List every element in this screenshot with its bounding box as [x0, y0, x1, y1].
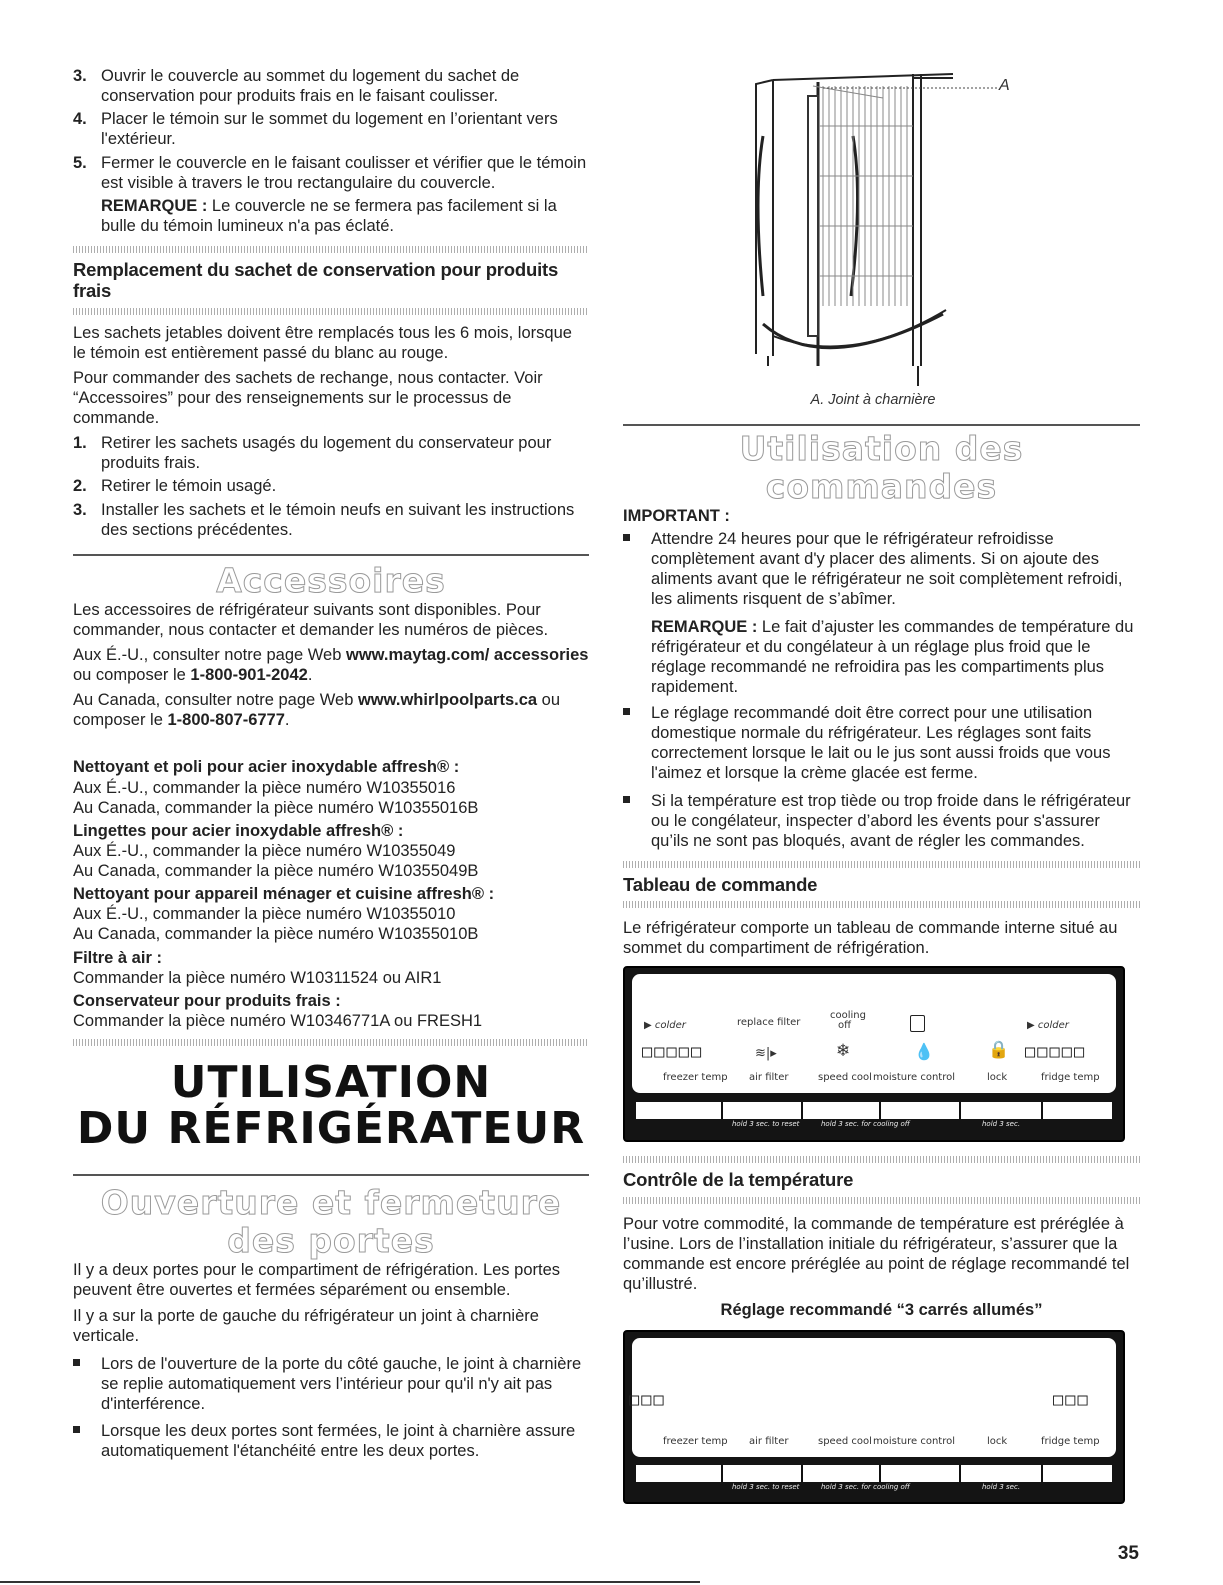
doors-paragraph: Il y a deux portes pour le compartiment de réfrigération. Les portes peuvent être ouvertes et fermées séparément ou ensemble. — [73, 1261, 560, 1300]
replacement-paragraph: Pour commander des sachets de rechange, nous contacter. Voir “Accessoires” pour des renseignements sur le processus de commande. — [73, 368, 543, 428]
page-number: 35 — [1117, 1543, 1139, 1564]
refrigerator-figure — [623, 66, 1140, 408]
lock-label: lock — [987, 1436, 1008, 1448]
fridge-temp-squares: □□□□□ — [1025, 1042, 1087, 1063]
product-part-numbers — [73, 778, 589, 818]
freezer-temp-squares: □□□ — [629, 1390, 666, 1411]
bar-divider — [721, 1465, 723, 1482]
ca-web-link[interactable]: www.whirlpoolparts.ca — [357, 691, 538, 710]
accessories-canada: Au Canada, consulter notre page Web www.whirlpoolparts.ca ou composer le 1-800-807-6777. — [73, 691, 560, 730]
step-item — [73, 109, 589, 149]
remark: REMARQUE : Le couvercle ne se fermera pas facilement si la bulle du témoin lumineux n'a pas éclaté. — [101, 196, 557, 235]
lock-label: lock — [987, 1072, 1008, 1084]
main-title: UTILISATION DU RÉFRIGÉRATEUR — [76, 1057, 586, 1155]
important-label: IMPORTANT : — [623, 506, 730, 525]
us-web-link[interactable]: www.maytag.com/ accessories — [346, 645, 589, 664]
controls-heading: Utilisation des commandes — [739, 429, 1024, 506]
cooling-label: cooling — [830, 1010, 866, 1022]
product-title: Filtre à air : — [73, 948, 162, 967]
product-part-numbers — [73, 841, 589, 881]
refrigerator-hinge-illustration — [623, 66, 1140, 396]
fridge-temp-label: fridge temp — [1041, 1072, 1100, 1084]
step-number: 3. — [73, 67, 87, 85]
bullet-item: Attendre 24 heures pour que le réfrigérateur refroidisse complètement avant d'y placer des aliments. Si on ajoute des aliments avant que le réfrigérateur ne soit complètement refroidi, les aliments risquent de s’abîmer. — [623, 529, 1140, 610]
bullet-square-icon — [73, 1421, 101, 1461]
moisture-control-label: moisture control — [873, 1072, 955, 1084]
filter-indicator-icon — [910, 1015, 925, 1032]
lock-icon[interactable]: 🔒 — [988, 1040, 1010, 1061]
replacement-steps — [73, 433, 589, 540]
bar-divider — [879, 1102, 881, 1119]
part-number-line: Commander la pièce numéro W10311524 ou AIR1 — [73, 968, 442, 987]
colder-right-label: ▶ colder — [1027, 1020, 1069, 1032]
figure-caption: A. Joint à charnière — [810, 392, 936, 408]
snowflake-icon[interactable]: ❄ — [836, 1041, 851, 1062]
step-number: 2. — [73, 477, 87, 496]
product-title: Nettoyant pour appareil ménager et cuisine affresh® : — [73, 885, 495, 904]
accessories-us: Aux É.-U., consulter notre page Web www.maytag.com/ accessories ou composer le 1-800-901-2042. — [73, 645, 589, 685]
freezer-temp-label: freezer temp — [663, 1436, 728, 1448]
accessories-heading: Accessoires — [216, 560, 446, 600]
step-item — [73, 476, 589, 496]
divider — [73, 246, 589, 253]
replacement-heading: Remplacement du sachet de conservation pour produits frais — [73, 259, 559, 302]
bar-divider — [879, 1465, 881, 1482]
freezer-temp-label: freezer temp — [663, 1072, 728, 1084]
remark: REMARQUE : Le fait d’ajuster les commandes de température du réfrigérateur et du congélateur à un réglage plus froid que le réglage recommandé ne refroidira pas les compartiments plus rapidement. — [651, 617, 1134, 696]
step-item — [73, 66, 589, 106]
air-filter-icon[interactable]: ≋|▸ — [755, 1046, 777, 1062]
off-label: off — [838, 1020, 852, 1032]
divider — [623, 861, 1140, 868]
button-bar — [636, 1465, 1112, 1482]
doors-bullets — [73, 1354, 589, 1462]
fridge-temp-squares: □□□ — [1053, 1390, 1090, 1411]
bullet-square-icon — [623, 791, 651, 851]
bullet-text: Lorsque les deux portes sont fermées, le joint à charnière assure automatiquement l'étanchéité entre les deux portes. — [101, 1422, 576, 1461]
step-item — [73, 153, 589, 193]
recommended-setting-heading: Réglage recommandé “3 carrés allumés” — [720, 1301, 1043, 1320]
part-number-line: Au Canada, commander la pièce numéro W10355010B — [73, 925, 479, 944]
doors-heading: Ouverture et fermeture des portes — [100, 1183, 562, 1261]
product-title: Lingettes pour acier inoxydable affresh® : — [73, 821, 404, 840]
temperature-heading: Contrôle de la température — [623, 1169, 854, 1191]
product-part-numbers — [73, 904, 589, 944]
us-phone: 1-800-901-2042 — [190, 666, 308, 685]
step-number: 5. — [73, 153, 87, 172]
step-number: 1. — [73, 434, 87, 453]
product-part-numbers — [73, 1011, 589, 1031]
bullet-item: Si la température est trop tiède ou trop froide dans le réfrigérateur ou le congélateur, inspecter d’abord les évents pour s'assurer qu’ils ne sont pas bloqués, avant de régler les commandes. — [623, 791, 1140, 851]
hold-reset-label: hold 3 sec. to reset — [732, 1483, 800, 1492]
step-number: 3. — [73, 500, 87, 519]
bar-divider — [959, 1102, 961, 1119]
step-text: Retirer le témoin usagé. — [101, 477, 277, 496]
steps-list — [73, 66, 589, 193]
part-number-line: Commander la pièce numéro W10346771A ou FRESH1 — [73, 1011, 483, 1030]
hold-cooling-off-label: hold 3 sec. for cooling off — [821, 1120, 910, 1129]
accessories-intro: Les accessoires de réfrigérateur suivants sont disponibles. Pour commander, nous contacter et demander les numéros de pièces. — [73, 600, 549, 639]
product-part-numbers — [73, 968, 589, 988]
part-number-line: Au Canada, commander la pièce numéro W10355049B — [73, 862, 479, 881]
left-column — [73, 66, 589, 1468]
control-panel — [623, 966, 1125, 1142]
moisture-control-label: moisture control — [873, 1436, 955, 1448]
colder-left-label: ▶ colder — [644, 1020, 686, 1032]
hold-lock-label: hold 3 sec. — [982, 1483, 1021, 1492]
hold-cooling-off-label: hold 3 sec. for cooling off — [821, 1483, 910, 1492]
fridge-temp-label: fridge temp — [1041, 1436, 1100, 1448]
speed-cool-label: speed cool — [818, 1436, 872, 1448]
part-number-line: Aux É.-U., commander la pièce numéro W10355049 — [73, 841, 456, 860]
divider — [73, 308, 589, 315]
step-text: Placer le témoin sur le sommet du logement en l’orientant vers l'extérieur. — [101, 110, 558, 149]
recommended-control-panel — [623, 1330, 1125, 1504]
divider — [623, 1197, 1140, 1204]
bullet-item — [73, 1354, 589, 1414]
product-title: Conservateur pour produits frais : — [73, 991, 341, 1010]
step-text: Ouvrir le couvercle au sommet du logement du sachet de conservation pour produits frais en le faisant coulisser. — [101, 67, 520, 106]
bar-divider — [801, 1465, 803, 1482]
bar-divider — [721, 1102, 723, 1119]
bottom-rule — [0, 1581, 700, 1583]
product-title: Nettoyant et poli pour acier inoxydable affresh® : — [73, 758, 460, 777]
ca-phone: 1-800-807-6777 — [167, 711, 285, 730]
bullet-item — [73, 1421, 589, 1461]
section-rule — [73, 1174, 589, 1176]
divider — [623, 1156, 1140, 1163]
bullet-square-icon — [623, 703, 651, 784]
part-number-line: Aux É.-U., commander la pièce numéro W10355010 — [73, 905, 456, 924]
air-filter-label: air filter — [749, 1436, 789, 1448]
speed-cool-label: speed cool — [818, 1072, 872, 1084]
button-bar — [636, 1102, 1112, 1119]
doors-paragraph: Il y a sur la porte de gauche du réfrigérateur un joint à charnière verticale. — [73, 1306, 539, 1345]
products-list — [73, 757, 589, 1031]
divider — [623, 901, 1140, 908]
hold-reset-label: hold 3 sec. to reset — [732, 1120, 800, 1129]
bar-divider — [959, 1465, 961, 1482]
step-number: 4. — [73, 110, 87, 129]
freezer-temp-squares: □□□□□ — [642, 1042, 704, 1063]
bar-divider — [1041, 1465, 1043, 1482]
moisture-drop-icon[interactable]: 💧 — [914, 1042, 934, 1062]
bar-divider — [801, 1102, 803, 1119]
right-column — [623, 66, 1140, 1504]
replacement-paragraph: Les sachets jetables doivent être remplacés tous les 6 mois, lorsque le témoin est entièrement passé du blanc au rouge. — [73, 323, 572, 362]
bullet-text: Lors de l'ouverture de la porte du côté gauche, le joint à charnière se replie automatiquement vers l’intérieur pour qu'il n'y ait pas d'interférence. — [101, 1354, 582, 1414]
part-number-line: Aux É.-U., commander la pièce numéro W10355016 — [73, 778, 456, 797]
panel-heading: Tableau de commande — [623, 873, 818, 895]
replace-filter-label: replace filter — [737, 1017, 801, 1029]
figure-label: A — [999, 77, 1010, 94]
hold-lock-label: hold 3 sec. — [982, 1120, 1021, 1129]
step-text: Retirer les sachets usagés du logement du conservateur pour produits frais. — [101, 434, 552, 473]
divider — [73, 1039, 589, 1046]
bullet-square-icon — [623, 529, 651, 610]
step-text: Installer les sachets et le témoin neufs en suivant les instructions des sections précédentes. — [101, 500, 575, 539]
part-number-line: Au Canada, commander la pièce numéro W10355016B — [73, 798, 479, 817]
section-rule — [73, 554, 589, 556]
step-item — [73, 500, 589, 540]
air-filter-label: air filter — [749, 1072, 789, 1084]
step-text: Fermer le couvercle en le faisant coulisser et vérifier que le témoin est visible à travers le trou rectangulaire du couvercle. — [101, 153, 587, 192]
panel-paragraph: Le réfrigérateur comporte un tableau de commande interne situé au sommet du compartiment de réfrigération. — [623, 919, 1118, 958]
step-item — [73, 433, 589, 473]
temperature-paragraph: Pour votre commodité, la commande de température est préréglée à l’usine. Lors de l’installation initiale du réfrigérateur, s’assurer que la commande est encore préréglée au point de réglage recommandé tel qu’illustré. — [623, 1214, 1130, 1294]
section-rule — [623, 424, 1140, 426]
bar-divider — [1041, 1102, 1043, 1119]
bullet-item: Le réglage recommandé doit être correct pour une utilisation domestique normale du réfrigérateur. Les réglages sont faits correctement lorsque le lait ou le jus sont aussi froids que vous l'aimez et lorsque la crème glacée est ferme. — [623, 703, 1140, 784]
bullet-square-icon — [73, 1354, 101, 1414]
